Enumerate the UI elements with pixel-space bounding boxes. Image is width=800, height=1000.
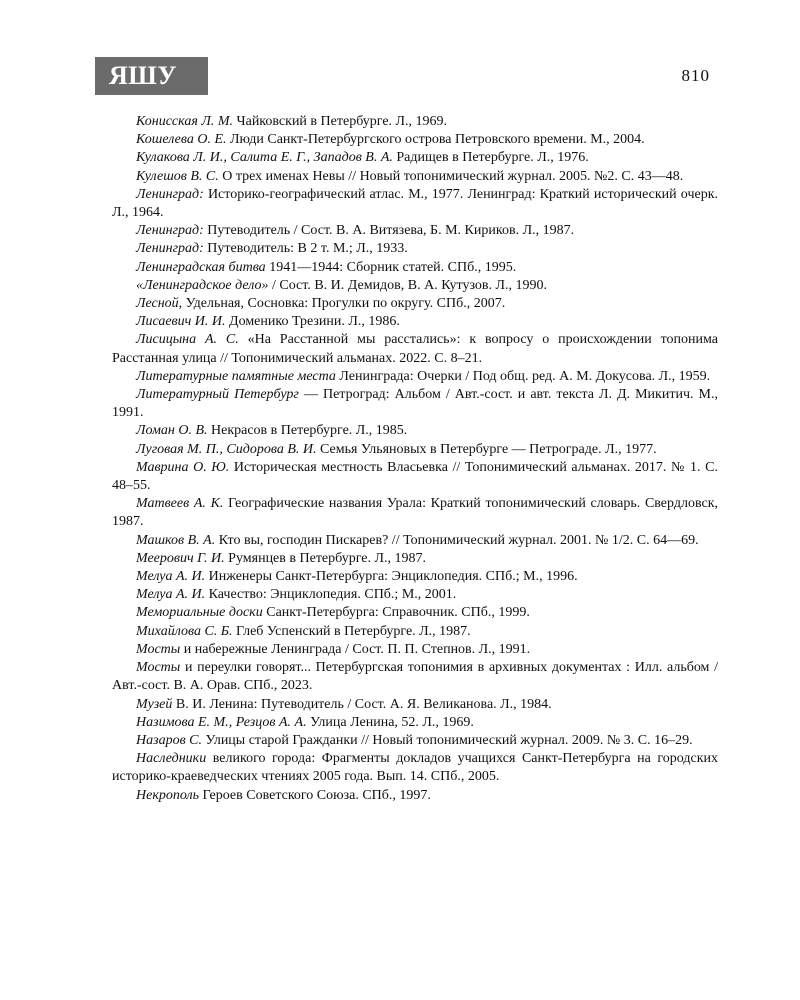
- entry-author-or-title: Мосты: [136, 641, 181, 657]
- entry-details: В. И. Ленина: Путеводитель / Сост. А. Я. Великанова. Л., 1984.: [172, 696, 552, 712]
- entry-author-or-title: Луговая М. П., Сидорова В. И.: [136, 441, 317, 457]
- entry-author-or-title: Ленинград:: [136, 223, 204, 239]
- bibliography-entry: [112, 386, 718, 422]
- entry-details: «На Расстанной мы расстались»: к вопросу о происхождении топонима Расстанная улица // Топонимический альманах. 2022. С. 8–21.: [112, 332, 718, 366]
- entry-author-or-title: Ленинградская битва: [136, 259, 266, 275]
- entry-details: Путеводитель / Сост. В. А. Витязева, Б. М. Кириков. Л., 1987.: [203, 223, 575, 239]
- entry-author-or-title: Кулакова Л. И., Салита Е. Г., Западов В. А.: [136, 150, 393, 166]
- entry-details: Люди Санкт-Петербургского острова Петровского времени. М., 2004.: [226, 132, 645, 148]
- bibliography-entry: [112, 459, 718, 495]
- entry-author-or-title: Матвеев А. К.: [136, 496, 224, 512]
- entry-author-or-title: Литературный Петербург: [136, 387, 299, 403]
- entry-details: Некрасов в Петербурге. Л., 1985.: [207, 423, 408, 439]
- bibliography-entry: [112, 240, 718, 258]
- bibliography-entry: [112, 641, 718, 659]
- entry-author-or-title: Музей: [136, 696, 173, 712]
- entry-details: Улица Ленина, 52. Л., 1969.: [306, 714, 474, 730]
- bibliography-entry: [112, 313, 718, 331]
- bibliography-entry: [112, 222, 718, 240]
- section-tab-label: ЯШУ: [109, 61, 177, 90]
- entry-details: Чайковский в Петербурге. Л., 1969.: [233, 114, 448, 129]
- entry-author-or-title: Лисицына А. С.: [136, 332, 239, 348]
- bibliography-entry: [112, 787, 718, 805]
- bibliography-entry: [112, 659, 718, 695]
- entry-author-or-title: Мемориальные доски: [136, 605, 263, 621]
- bibliography-entry: [112, 186, 718, 222]
- bibliography-entry: [112, 495, 718, 531]
- entry-details: , Удельная, Сосновка: Прогулки по округу. СПб., 2007.: [178, 296, 506, 312]
- entry-details: / Сост. В. И. Демидов, В. А. Кутузов. Л., 1990.: [268, 277, 548, 293]
- bibliography-entry: [112, 714, 718, 732]
- entry-details: Улицы старой Гражданки // Новый топонимический журнал. 2009. № 3. С. 16–29.: [202, 732, 693, 748]
- entry-author-or-title: Наследники: [136, 751, 207, 767]
- entry-author-or-title: Конисская Л. М.: [136, 114, 233, 129]
- bibliography-entry: [112, 441, 718, 459]
- entry-details: Санкт-Петербурга: Справочник. СПб., 1999.: [262, 605, 530, 621]
- entry-author-or-title: «Ленинградское дело»: [136, 277, 269, 293]
- page-number: 810: [681, 66, 710, 85]
- entry-details: Героев Советского Союза. СПб., 1997.: [199, 787, 431, 803]
- entry-details: Историческая местность Власьевка // Топонимический альманах. 2017. № 1. С. 48–55.: [112, 459, 718, 494]
- entry-details: Доменико Трезини. Л., 1986.: [225, 314, 400, 330]
- bibliography-entry: [112, 750, 718, 786]
- entry-author-or-title: Михайлова С. Б.: [136, 623, 233, 639]
- entry-author-or-title: Маврина О. Ю.: [136, 459, 230, 475]
- entry-details: Инженеры Санкт-Петербурга: Энциклопедия. СПб.; М., 1996.: [205, 569, 578, 585]
- entry-details: — Петроград: Альбом / Авт.-сост. и авт. текста Л. Д. Микитич. М., 1991.: [112, 387, 718, 421]
- section-tab: [95, 57, 208, 95]
- entry-author-or-title: Ломан О. В.: [136, 423, 208, 439]
- entry-author-or-title: Кошелева О. Е.: [136, 132, 227, 148]
- entry-author-or-title: Лисаевич И. И.: [136, 314, 226, 330]
- entry-author-or-title: Мосты: [136, 660, 181, 676]
- entry-details: Историко-географический атлас. М., 1977. Ленинград: Краткий исторический очерк. Л., 1964.: [112, 186, 718, 221]
- bibliography-entry: [112, 295, 718, 313]
- entry-details: О трех именах Невы // Новый топонимический журнал. 2005. №2. С. 43—48.: [218, 168, 684, 184]
- entry-details: Кто вы, господин Пискарев? // Топонимический журнал. 2001. № 1/2. С. 64—69.: [215, 532, 699, 548]
- bibliography-entry: [112, 732, 718, 750]
- entry-author-or-title: Меерович Г. И.: [136, 550, 225, 566]
- entry-details: Географические названия Урала: Краткий топонимический словарь. Свердловск, 1987.: [112, 496, 718, 530]
- bibliography-entry: [112, 113, 718, 131]
- bibliography-entry: [112, 168, 718, 186]
- entry-details: и набережные Ленинграда / Сост. П. П. Степнов. Л., 1991.: [180, 641, 531, 657]
- entry-details: великого города: Фрагменты докладов учащихся Санкт-Петербурга на городских историко-краеведческих чтениях 2005 года. Вып. 14. СПб., 2005.: [112, 751, 718, 785]
- entry-details: Семья Ульяновых в Петербурге — Петрограде. Л., 1977.: [316, 441, 657, 457]
- entry-details: Глеб Успенский в Петербурге. Л., 1987.: [232, 623, 471, 639]
- entry-details: Румянцев в Петербурге. Л., 1987.: [224, 550, 427, 566]
- bibliography-entry: [112, 149, 718, 167]
- entry-author-or-title: Мелуа А. И.: [136, 569, 206, 585]
- entry-author-or-title: Литературные памятные места: [136, 368, 336, 384]
- entry-details: Качество: Энциклопедия. СПб.; М., 2001.: [205, 587, 457, 603]
- bibliography-list: [112, 113, 718, 805]
- entry-author-or-title: Ленинград:: [136, 186, 204, 202]
- bibliography-entry: [112, 623, 718, 641]
- entry-author-or-title: Машков В. А.: [136, 532, 216, 548]
- entry-author-or-title: Лесной: [136, 296, 179, 312]
- entry-details: и переулки говорят... Петербургская топонимия в архивных документах : Илл. альбом / Авт.-сост. В. А. Орав. СПб., 2023.: [112, 660, 718, 694]
- entry-author-or-title: Кулешов В. С.: [136, 168, 219, 184]
- bibliography-entry: [112, 368, 718, 386]
- entry-details: Радищев в Петербурге. Л., 1976.: [392, 150, 589, 166]
- entry-details: Ленинграда: Очерки / Под общ. ред. А. М. Докусова. Л., 1959.: [335, 368, 711, 384]
- entry-author-or-title: Ленинград:: [136, 241, 204, 257]
- bibliography-entry: [112, 532, 718, 550]
- bibliography-entry: [112, 131, 718, 149]
- bibliography-entry: [112, 550, 718, 568]
- bibliography-entry: [112, 586, 718, 604]
- bibliography-entry: [112, 277, 718, 295]
- bibliography-entry: [112, 259, 718, 277]
- entry-author-or-title: Некрополь: [136, 787, 199, 803]
- entry-details: 1941—1944: Сборник статей. СПб., 1995.: [265, 259, 517, 275]
- bibliography-entry: [112, 696, 718, 714]
- bibliography-entry: [112, 422, 718, 440]
- bibliography-entry: [112, 604, 718, 622]
- entry-author-or-title: Назаров С.: [136, 732, 202, 748]
- bibliography-entry: [112, 568, 718, 586]
- entry-details: Путеводитель: В 2 т. М.; Л., 1933.: [203, 241, 408, 257]
- entry-author-or-title: Мелуа А. И.: [136, 587, 206, 603]
- bibliography-entry: [112, 331, 718, 367]
- entry-author-or-title: Назимова Е. М., Резцов А. А.: [136, 714, 307, 730]
